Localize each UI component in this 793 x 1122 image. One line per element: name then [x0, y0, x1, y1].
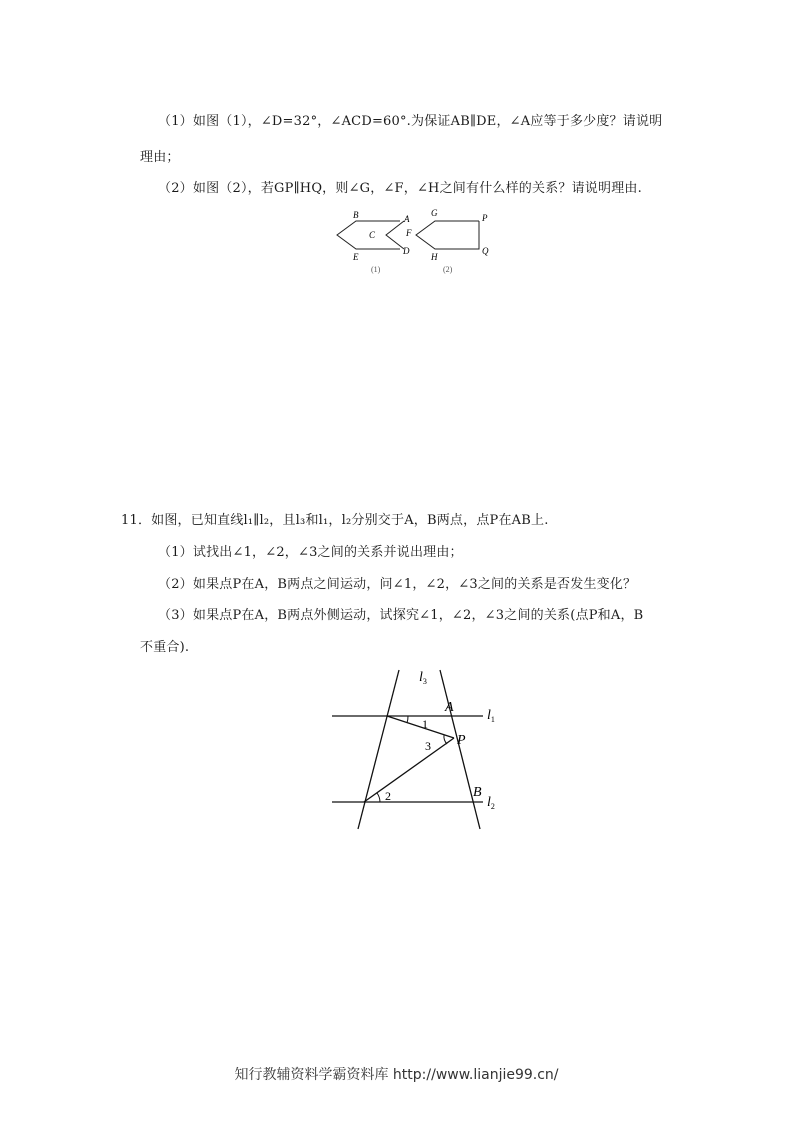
- label-l3: $l_3$: [419, 670, 427, 686]
- label-p: P: [457, 733, 466, 748]
- angle-1-arc: [407, 716, 408, 723]
- fig1-label-b: B: [353, 210, 359, 220]
- fig1-label-d: D: [403, 246, 410, 256]
- fig2-label-p: P: [482, 213, 488, 223]
- q11-sub1: （1）试找出∠1，∠2，∠3之间的关系并说出理由；: [158, 545, 463, 560]
- q11-sub3-line1: （3）如果点P在A，B两点外侧运动，试探究∠1，∠2，∠3之间的关系(点P和A，B: [158, 608, 644, 623]
- fig2-label-g: G: [431, 208, 438, 218]
- fig2-label-f: F: [406, 228, 412, 238]
- fig2-caption: (2): [443, 265, 453, 274]
- figure-2-shape: [416, 221, 479, 249]
- fig1-label-a: A: [404, 214, 410, 224]
- q10-part1-line2: 理由；: [140, 150, 180, 165]
- q10-part2: （2）如图（2），若GP∥HQ，则∠G，∠F，∠H之间有什么样的关系？请说明理由.: [158, 181, 642, 196]
- q11-sub2: （2）如果点P在A，B两点之间运动，问∠1，∠2，∠3之间的关系是否发生变化？: [158, 577, 637, 592]
- footer-watermark: 知行教辅资料学霸资料库 http://www.lianjie99.cn/: [234, 1067, 559, 1083]
- q11-stem: 11．如图，已知直线l₁∥l₂，且l₃和l₁，l₂分别交于A，B两点，点P在AB上.: [121, 513, 549, 528]
- label-l2: $l_2$: [487, 795, 495, 811]
- fig1-label-e: E: [353, 252, 359, 262]
- fig2-label-h: H: [431, 252, 438, 262]
- left-transversal: [358, 670, 399, 829]
- label-b: B: [473, 785, 482, 800]
- label-a: A: [445, 700, 454, 715]
- angle-2-arc: [377, 793, 380, 802]
- fig1-label-c: C: [369, 230, 376, 240]
- fig1-caption: (1): [371, 265, 381, 274]
- segment-to-p-lower: [364, 738, 454, 802]
- q11-figure: [320, 662, 520, 837]
- q11-sub3-line2: 不重合).: [140, 640, 190, 655]
- q10-figures: [328, 205, 498, 280]
- label-angle-3: 3: [425, 739, 431, 753]
- segment-to-p-upper: [387, 716, 454, 738]
- line-l3: [440, 670, 480, 829]
- q10-part1-line1: （1）如图（1），∠D=32°，∠ACD=60°.为保证AB∥DE，∠A应等于多少度？请说明: [158, 114, 663, 129]
- label-angle-2: 2: [385, 789, 391, 803]
- label-angle-1: 1: [422, 717, 428, 731]
- fig2-label-q: Q: [482, 246, 489, 256]
- label-l1: $l_1$: [487, 708, 495, 724]
